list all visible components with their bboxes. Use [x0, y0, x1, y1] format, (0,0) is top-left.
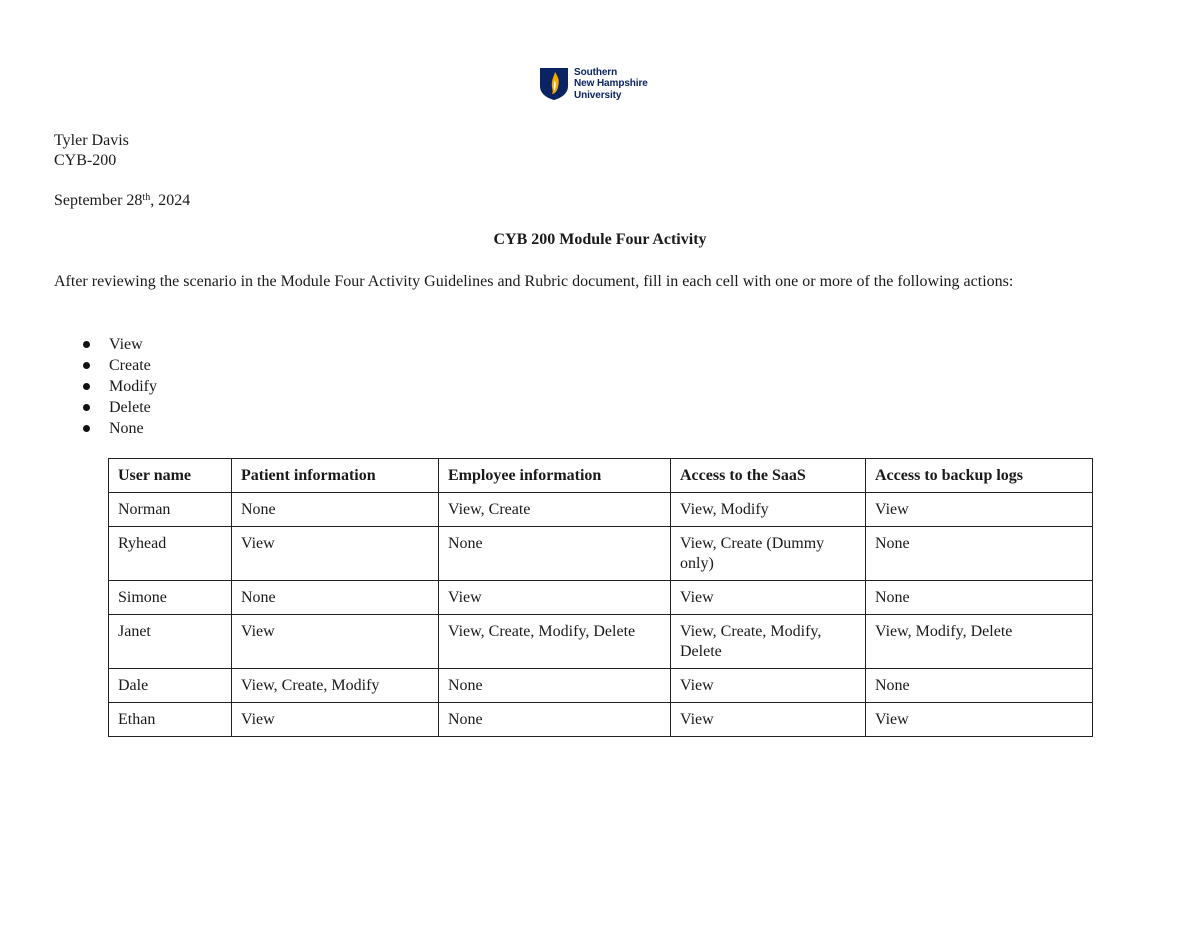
table-row: [109, 669, 1093, 703]
cell-access-backup-logs: None: [866, 669, 1093, 703]
action-label: View: [109, 336, 143, 353]
university-logo: [539, 65, 669, 103]
cell-employee-information: None: [439, 527, 671, 581]
date-prefix: September 28: [54, 192, 143, 209]
header-employee-information: Employee information: [439, 459, 671, 493]
header-patient-information: Patient information: [232, 459, 439, 493]
logo-line-1: Southern: [574, 66, 618, 78]
table-row: [109, 615, 1093, 669]
shield-flame-icon: [539, 67, 569, 101]
cell-employee-information: View, Create, Modify, Delete: [439, 615, 671, 669]
cell-access-saas: View: [671, 669, 866, 703]
cell-patient-information: View: [232, 527, 439, 581]
table-row: [109, 527, 1093, 581]
date-suffix: , 2024: [150, 192, 191, 209]
cell-user-name: Dale: [109, 669, 232, 703]
cell-employee-information: View: [439, 581, 671, 615]
list-item: [54, 418, 157, 439]
table-row: [109, 581, 1093, 615]
bullet-icon: [83, 383, 90, 390]
cell-access-backup-logs: None: [866, 527, 1093, 581]
table-row: [109, 703, 1093, 737]
access-matrix-table: [108, 458, 1093, 737]
cell-patient-information: View: [232, 615, 439, 669]
action-label: Modify: [109, 378, 157, 395]
list-item: [54, 397, 157, 418]
action-label: Delete: [109, 399, 151, 416]
cell-access-backup-logs: None: [866, 581, 1093, 615]
header-access-backup-logs: Access to backup logs: [866, 459, 1093, 493]
logo-line-3: University: [574, 89, 622, 101]
action-label: None: [109, 420, 144, 437]
cell-user-name: Simone: [109, 581, 232, 615]
logo-line-2: New Hampshire: [574, 78, 648, 90]
cell-access-saas: View, Modify: [671, 493, 866, 527]
cell-patient-information: None: [232, 581, 439, 615]
cell-user-name: Ethan: [109, 703, 232, 737]
cell-access-backup-logs: View: [866, 703, 1093, 737]
bullet-icon: [83, 362, 90, 369]
cell-employee-information: None: [439, 703, 671, 737]
bullet-icon: [83, 404, 90, 411]
bullet-icon: [83, 341, 90, 348]
cell-user-name: Janet: [109, 615, 232, 669]
cell-access-saas: View: [671, 581, 866, 615]
actions-list: [54, 334, 157, 439]
table-header-row: [109, 459, 1093, 493]
cell-user-name: Norman: [109, 493, 232, 527]
cell-patient-information: View: [232, 703, 439, 737]
list-item: [54, 334, 157, 355]
header-access-saas: Access to the SaaS: [671, 459, 866, 493]
cell-patient-information: View, Create, Modify: [232, 669, 439, 703]
document-date: [54, 191, 190, 211]
author-name: Tyler Davis: [54, 132, 129, 149]
cell-access-backup-logs: View: [866, 493, 1093, 527]
cell-employee-information: None: [439, 669, 671, 703]
intro-paragraph: After reviewing the scenario in the Module Four Activity Guidelines and Rubric document, fill in each cell with one or more of the following actions:: [54, 273, 1014, 290]
cell-access-backup-logs: View, Modify, Delete: [866, 615, 1093, 669]
table-row: [109, 493, 1093, 527]
logo-wordmark: [574, 67, 648, 102]
cell-access-saas: View, Create (Dummy only): [671, 527, 866, 581]
cell-patient-information: None: [232, 493, 439, 527]
cell-access-saas: View: [671, 703, 866, 737]
list-item: [54, 376, 157, 397]
action-label: Create: [109, 357, 151, 374]
bullet-icon: [83, 425, 90, 432]
document-title: CYB 200 Module Four Activity: [493, 231, 707, 248]
list-item: [54, 355, 157, 376]
cell-user-name: Ryhead: [109, 527, 232, 581]
date-ordinal: th: [142, 192, 151, 203]
cell-employee-information: View, Create: [439, 493, 671, 527]
course-code: CYB-200: [54, 152, 117, 169]
cell-access-saas: View, Create, Modify, Delete: [671, 615, 866, 669]
header-user-name: User name: [109, 459, 232, 493]
